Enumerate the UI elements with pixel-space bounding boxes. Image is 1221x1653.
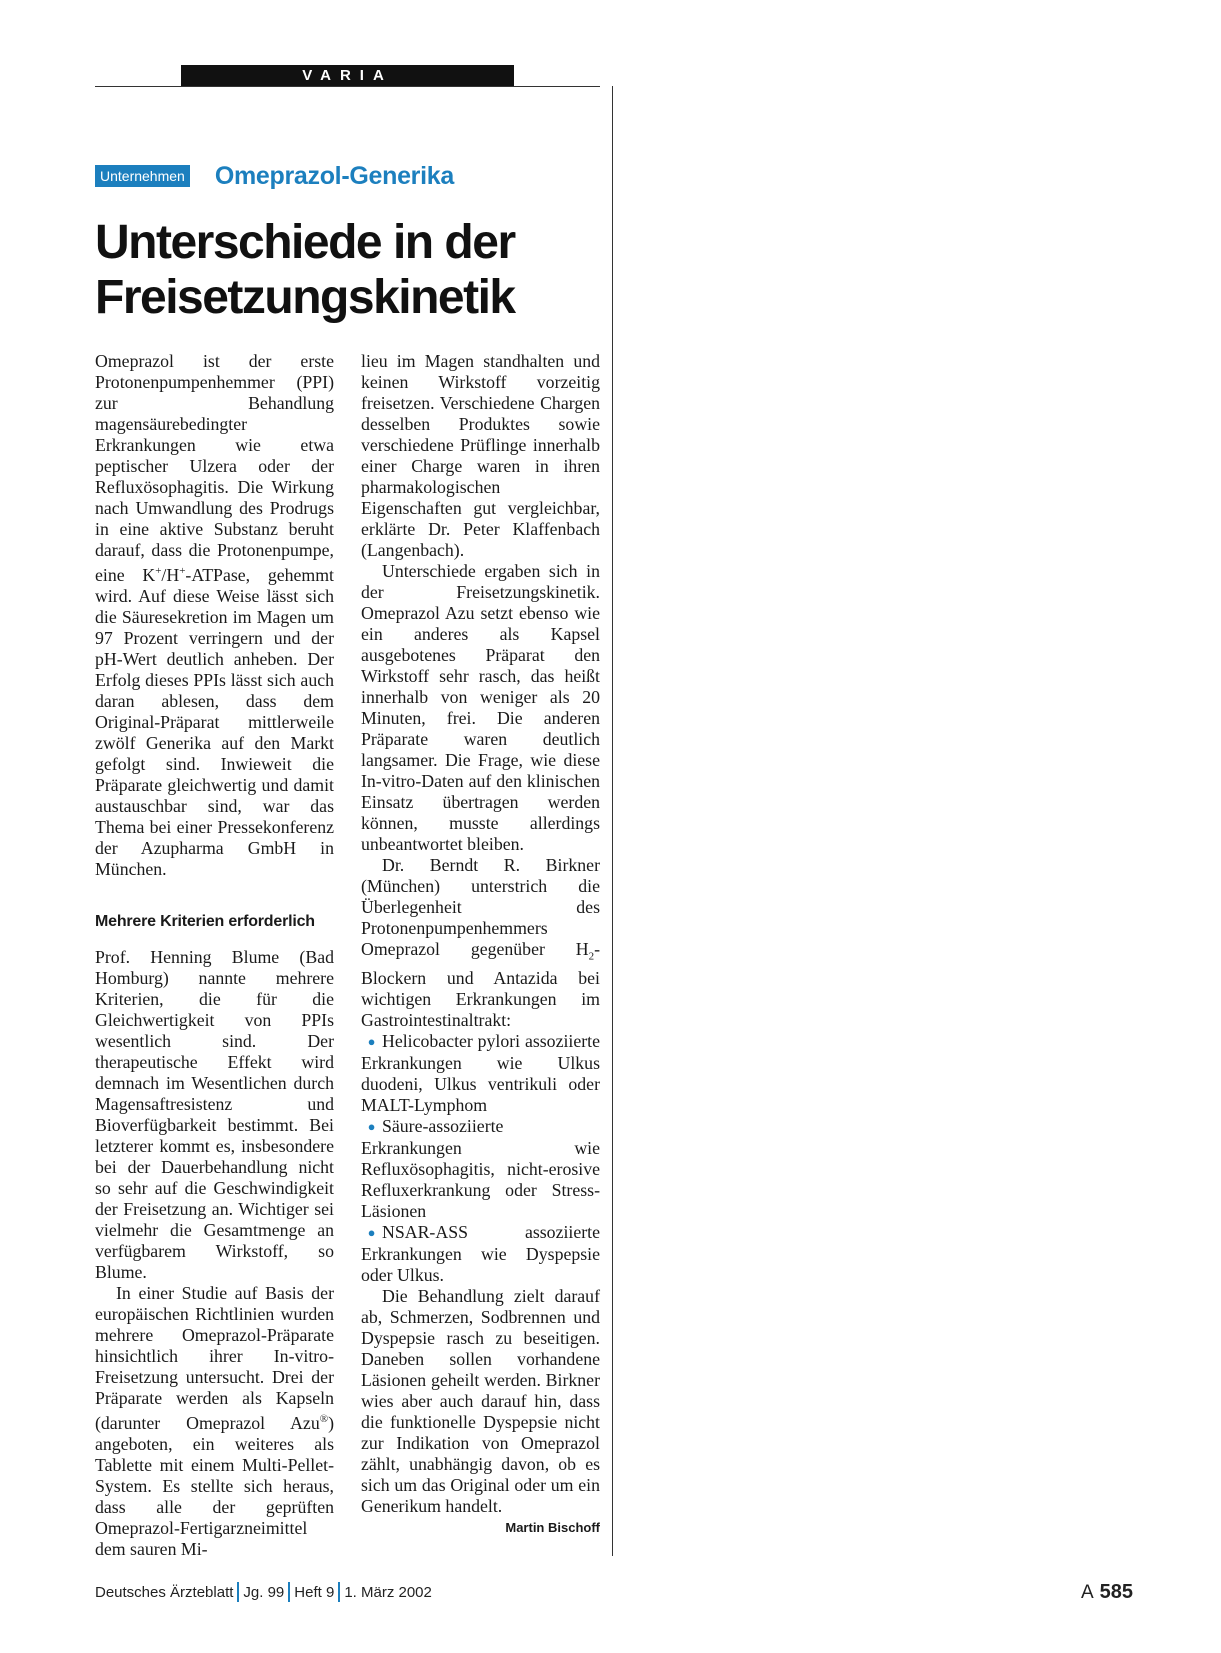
paragraph-birkner: Dr. Berndt R. Birkner (München) unterstrich die Überlegenheit des Protonenpumpenhemmers Omeprazol gegenüber $H_2$-Blockern und Antazida bei wichtigen Erkrankungen im Gastrointestinaltrakt: <box>361 855 600 1030</box>
bullet-icon: ● <box>367 1118 376 1134</box>
footer-separator <box>338 1582 340 1602</box>
paragraph-milieu: lieu im Magen standhalten und keinen Wirkstoff vorzeitig freisetzen. Verschiedene Chargen desselben Produktes sowie verschiedene Prüflinge innerhalb einer Charge waren in ihren pharmakologischen Eigenschaften gut vergleichbar, erklärte Dr. Peter Klaffenbach (Langenbach). <box>361 351 600 560</box>
paragraph-intro: Omeprazol ist der erste Protonenpumpenhemmer (PPI) zur Behandlung magensäurebedingter Erkrankungen wie etwa peptischer Ulzera oder der Refluxösophagitis. Die Wirkung nach Umwandlung des Prodrugs in eine aktive Substanz beruht darauf, dass die Protonenpumpe, eine K+/H+-ATPase, gehemmt wird. Auf diese Weise lässt sich die Säuresekretion im Magen um 97 Prozent verringern und der pH-Wert deutlich anheben. Der Erfolg dieses PPIs lässt sich auch daran ablesen, dass dem Original-Präparat mittlerweile zwölf Generika auf den Markt gefolgt sind. Inwieweit die Präparate gleichwertig und damit austauschbar sind, war das Thema bei einer Pressekonferenz der Azupharma GmbH in München. <box>95 351 334 879</box>
bullet-icon: ● <box>367 1224 376 1240</box>
category-badge: Unternehmen <box>95 165 190 187</box>
paragraph-treatment: Die Behandlung zielt darauf ab, Schmerzen, Sodbrennen und Dyspepsie rasch zu beseitigen. Daneben sollen vorhandene Läsionen geheilt werden. Birkner wies aber auch darauf hin, dass die funktionelle Dyspepsie nicht zur Indikation von Omeprazol zählt, unabhängig davon, ob es sich um das Original oder um ein Generikum handelt. Martin Bischoff <box>361 1286 600 1517</box>
footer-citation <box>95 1580 432 1604</box>
column-rule <box>612 86 613 1556</box>
page-prefix: A <box>1080 1582 1094 1603</box>
headline-line-1: Unterschiede in der <box>95 216 515 269</box>
bullet-icon: ● <box>367 1033 376 1049</box>
headline <box>95 215 600 325</box>
page-num: 585 <box>1099 1581 1133 1603</box>
journal-volume: Jg. 99 <box>243 1583 285 1601</box>
kicker-row <box>95 163 454 189</box>
bullet-item: ● Säure-assoziierte Erkrankungen wie Refluxösophagitis, nicht-erosive Refluxerkrankung oder Stress-Läsionen <box>361 1115 600 1221</box>
headline-line-2: Freisetzungskinetik <box>95 271 515 324</box>
paragraph-blume: Prof. Henning Blume (Bad Homburg) nannte mehrere Kriterien, die für die Gleichwertigkeit von PPIs wesentlich sind. Der therapeutische Effekt wird demnach im Wesentlichen durch Magensaftresistenz und Bioverfügbarkeit bestimmt. Bei letzterer kommt es, insbesondere bei der Dauerbehandlung nicht so sehr auf die Geschwindigkeit der Freisetzung an. Wichtiger sei vielmehr die Gesamtmenge an verfügbarem Wirkstoff, so Blume. <box>95 946 334 1282</box>
footer-separator <box>237 1582 239 1602</box>
author-signature: Martin Bischoff <box>505 1519 600 1535</box>
paragraph-study: In einer Studie auf Basis der europäischen Richtlinien wurden mehrere Omeprazol-Präparate hinsichtlich ihrer In-vitro-Freisetzung untersucht. Drei der Präparate werden als Kapseln (darunter Omeprazol Azu®) angeboten, ein weiteres als Tablette mit einem Multi-Pellet-System. Es stellte sich heraus, dass alle der geprüften Omeprazol-Fertigarzneimittel dem sauren Mi- <box>95 1282 334 1559</box>
footer-separator <box>288 1582 290 1602</box>
subheading: Mehrere Kriterien erforderlich <box>95 912 315 930</box>
section-label: VARIA <box>181 65 514 86</box>
journal-name: Deutsches Ärzteblatt <box>95 1583 234 1601</box>
article-column-right <box>361 351 600 1538</box>
page-number <box>1081 1580 1133 1604</box>
kicker-title: Omeprazol-Generika <box>214 161 454 190</box>
bullet-item: ● Helicobacter pylori assoziierte Erkrankungen wie Ulkus duodeni, Ulkus ventrikuli oder MALT-Lymphom <box>361 1030 600 1115</box>
bullet-item: ● NSAR-ASS assoziierte Erkrankungen wie Dyspepsie oder Ulkus. <box>361 1221 600 1285</box>
paragraph-kinetics: Unterschiede ergaben sich in der Freisetzungskinetik. Omeprazol Azu setzt ebenso wie ein anderes als Kapsel ausgebotenes Präparat den Wirkstoff sehr rasch, das heißt innerhalb von weniger als 20 Minuten, frei. Die anderen Präparate waren deutlich langsamer. Die Frage, wie diese In-vitro-Daten auf den klinischen Einsatz übertragen werden können, musste allerdings unbeantwortet bleiben. <box>361 561 600 854</box>
article-column-left <box>95 351 334 1560</box>
page-footer <box>95 1580 1133 1604</box>
top-rule <box>95 86 600 87</box>
journal-issue: Heft 9 <box>294 1583 335 1601</box>
journal-date: 1. März 2002 <box>344 1583 432 1601</box>
